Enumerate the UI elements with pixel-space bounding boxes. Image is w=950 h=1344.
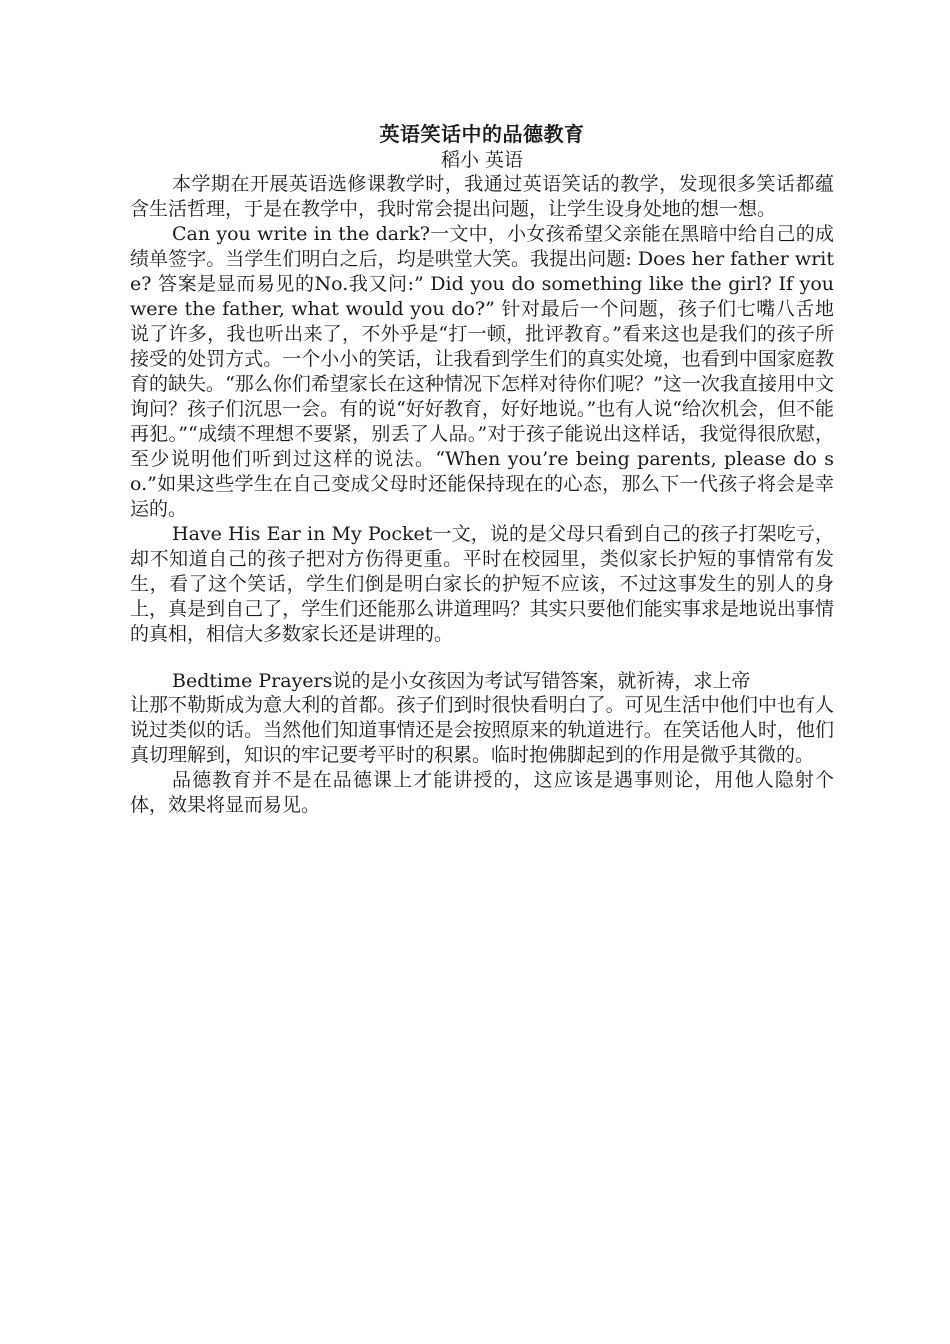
document-byline: 稻小 英语: [440, 149, 524, 171]
paragraph-bedtime-prayers-body: 让那不勒斯成为意大利的首都。孩子们到时很快看明白了。可见生活中他们中也有人说过类似的话。当然他们知道事情还是会按照原来的轨道进行。在笑话他人时，他们真切理解到，知识的牢记要考平时的积累。临时抱佛脚起到的作用是微乎其微的。: [130, 694, 834, 766]
paragraph-write-in-dark: Can you write in the dark?一文中，小女孩希望父亲能在黑暗中给自己的成绩单签字。当学生们明白之后，均是哄堂大笑。我提出问题: Does her father write? 答案是显而易见的No.我又问:” Did you do something like the girl? If you were the father, what would you do?” 针对最后一个问题，孩子们七嘴八舌地说了许多，我也听出来了，不外乎是“打一顿，批评教育。”看来这也是我们的孩子所接受的处罚方式。一个小小的笑话，让我看到学生们的真实处境，也看到中国家庭教育的缺失。“那么你们希望家长在这种情况下怎样对待你们呢？”这一次我直接用中文询问？孩子们沉思一会。有的说“好好教育，好好地说。”也有人说“给次机会，但不能再犯。”“成绩不理想不要紧，别丢了人品。”对于孩子能说出这样话，我觉得很欣慰，至少说明他们听到过这样的说法。“When you’re being parents, please do so.”如果这些学生在自己变成父母时还能保持现在的心态，那么下一代孩子将会是幸运的。: [130, 223, 834, 520]
paragraph-bedtime-prayers-lead: Bedtime Prayers说的是小女孩因为考试写错答案，就祈祷，求上帝: [172, 670, 751, 692]
paragraph-ear-in-pocket: Have His Ear in My Pocket一文，说的是父母只看到自己的孩子打架吃亏，却不知道自己的孩子把对方伤得更重。平时在校园里，类似家长护短的事情常有发生，看了这个笑话，学生们倒是明白家长的护短不应该，不过这事发生的别人的身上，真是到自己了，学生们还能那么讲道理吗？其实只要他们能实事求是地说出事情的真相，相信大多数家长还是讲理的。: [130, 523, 834, 645]
document-title: 英语笑话中的品德教育: [379, 122, 585, 146]
paragraph-intro: 本学期在开展英语选修课教学时，我通过英语笑话的教学，发现很多笑话都蕴含生活哲理，于是在教学中，我时常会提出问题，让学生设身处地的想一想。: [130, 173, 834, 220]
paragraph-conclusion: 品德教育并不是在品德课上才能讲授的，这应该是遇事则论，用他人隐射个体，效果将显而易见。: [130, 769, 834, 816]
document-page: [130, 120, 834, 818]
